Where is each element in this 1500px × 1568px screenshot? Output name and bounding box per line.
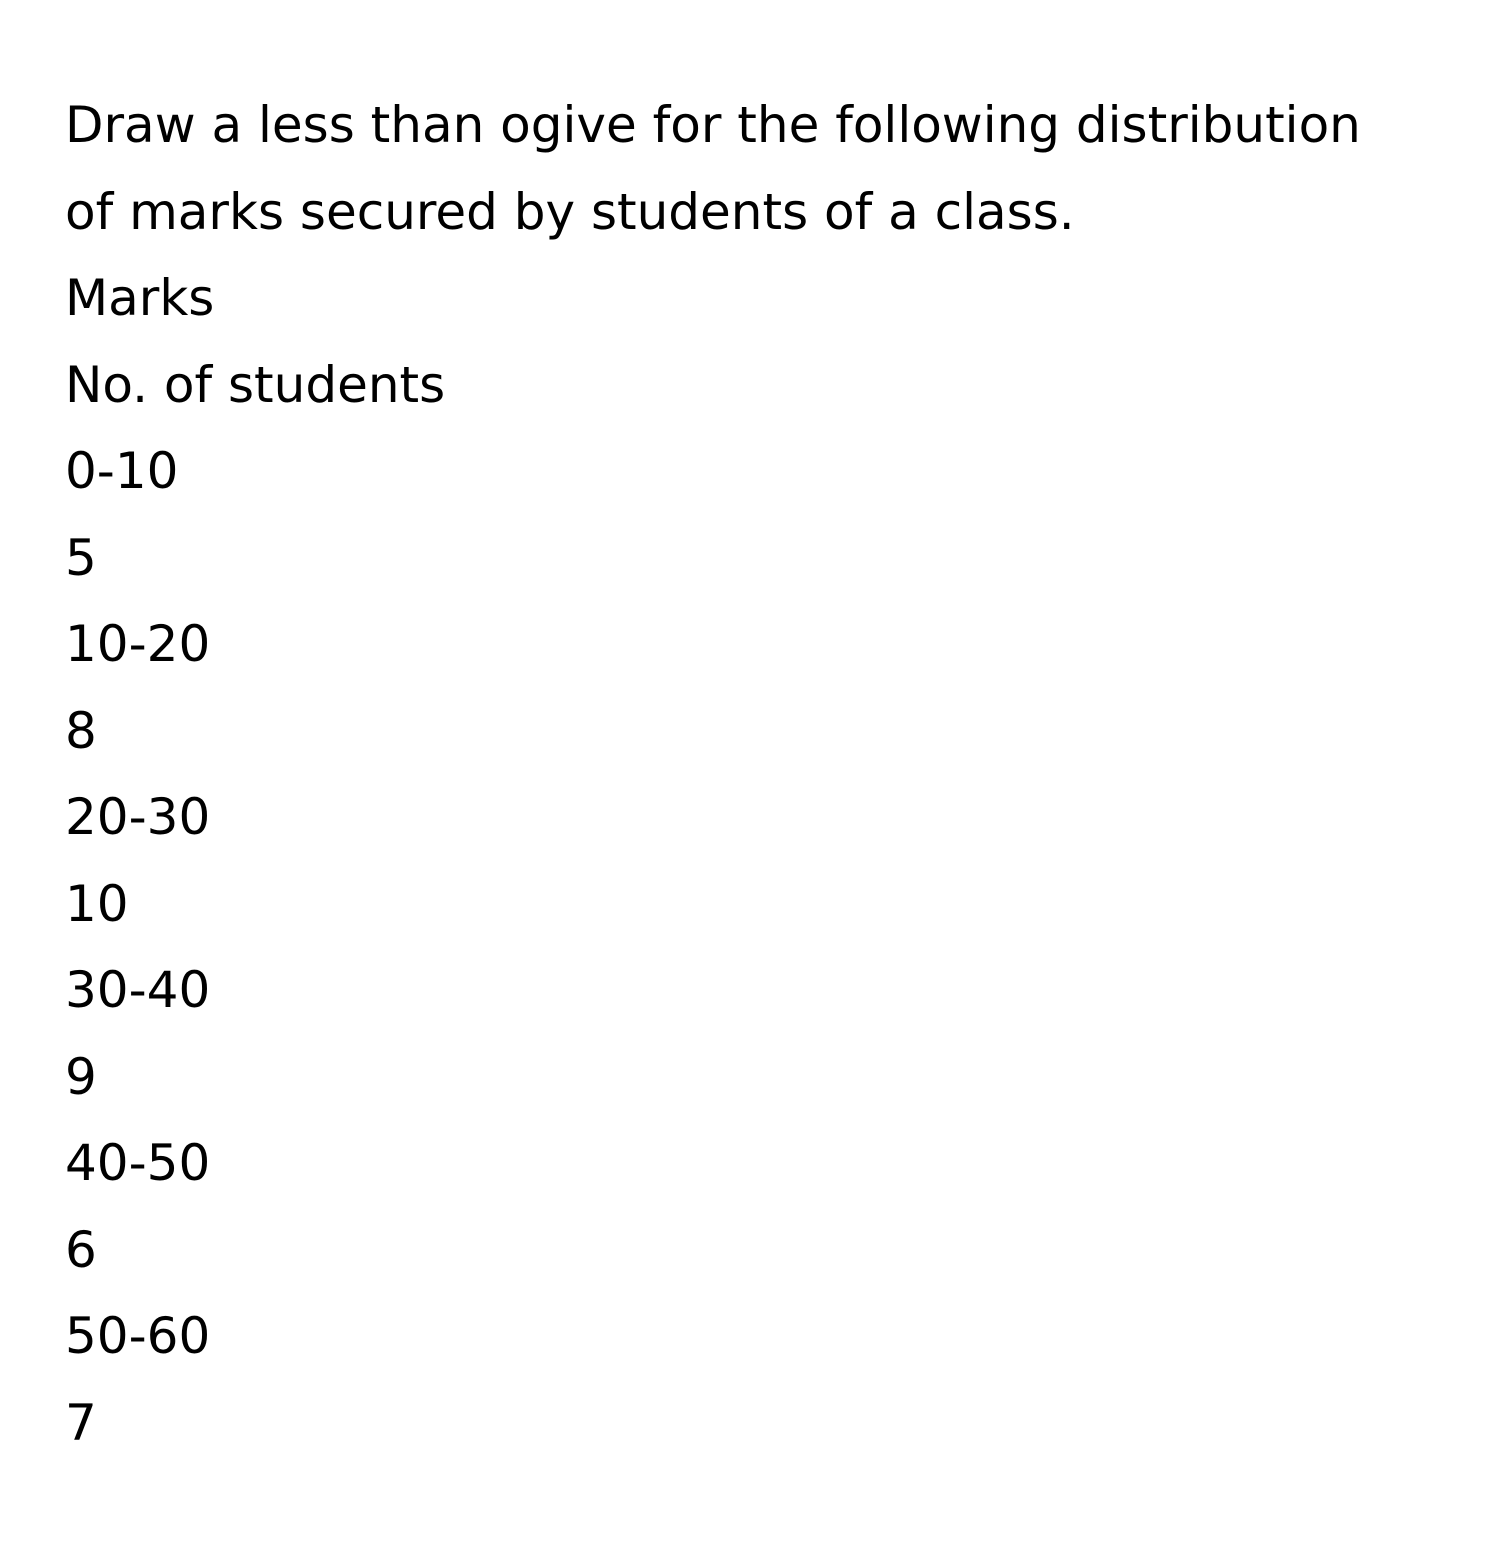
question-line-1: Draw a less than ogive for the following distribution [65,96,1361,154]
row-5-marks: 40-50 [65,1134,211,1192]
header-no-of-students: No. of students [65,355,446,414]
row-1-marks: 0-10 [65,442,179,500]
row-2-students: 8 [65,701,97,760]
row-6-students: 7 [65,1393,97,1452]
row-3-marks: 20-30 [65,788,211,846]
row-3-students: 10 [65,874,129,933]
question-line-2: of marks secured by students of a class. [65,182,1075,241]
row-4-marks: 30-40 [65,961,211,1019]
header-marks: Marks [65,269,215,327]
question-text [65,82,1465,255]
row-1-students: 5 [65,528,97,587]
document-body [65,82,1465,1466]
row-4-students: 9 [65,1047,97,1106]
marks-table [65,255,1465,1466]
row-6-marks: 50-60 [65,1307,211,1365]
row-5-students: 6 [65,1220,97,1279]
row-2-marks: 10-20 [65,615,211,673]
